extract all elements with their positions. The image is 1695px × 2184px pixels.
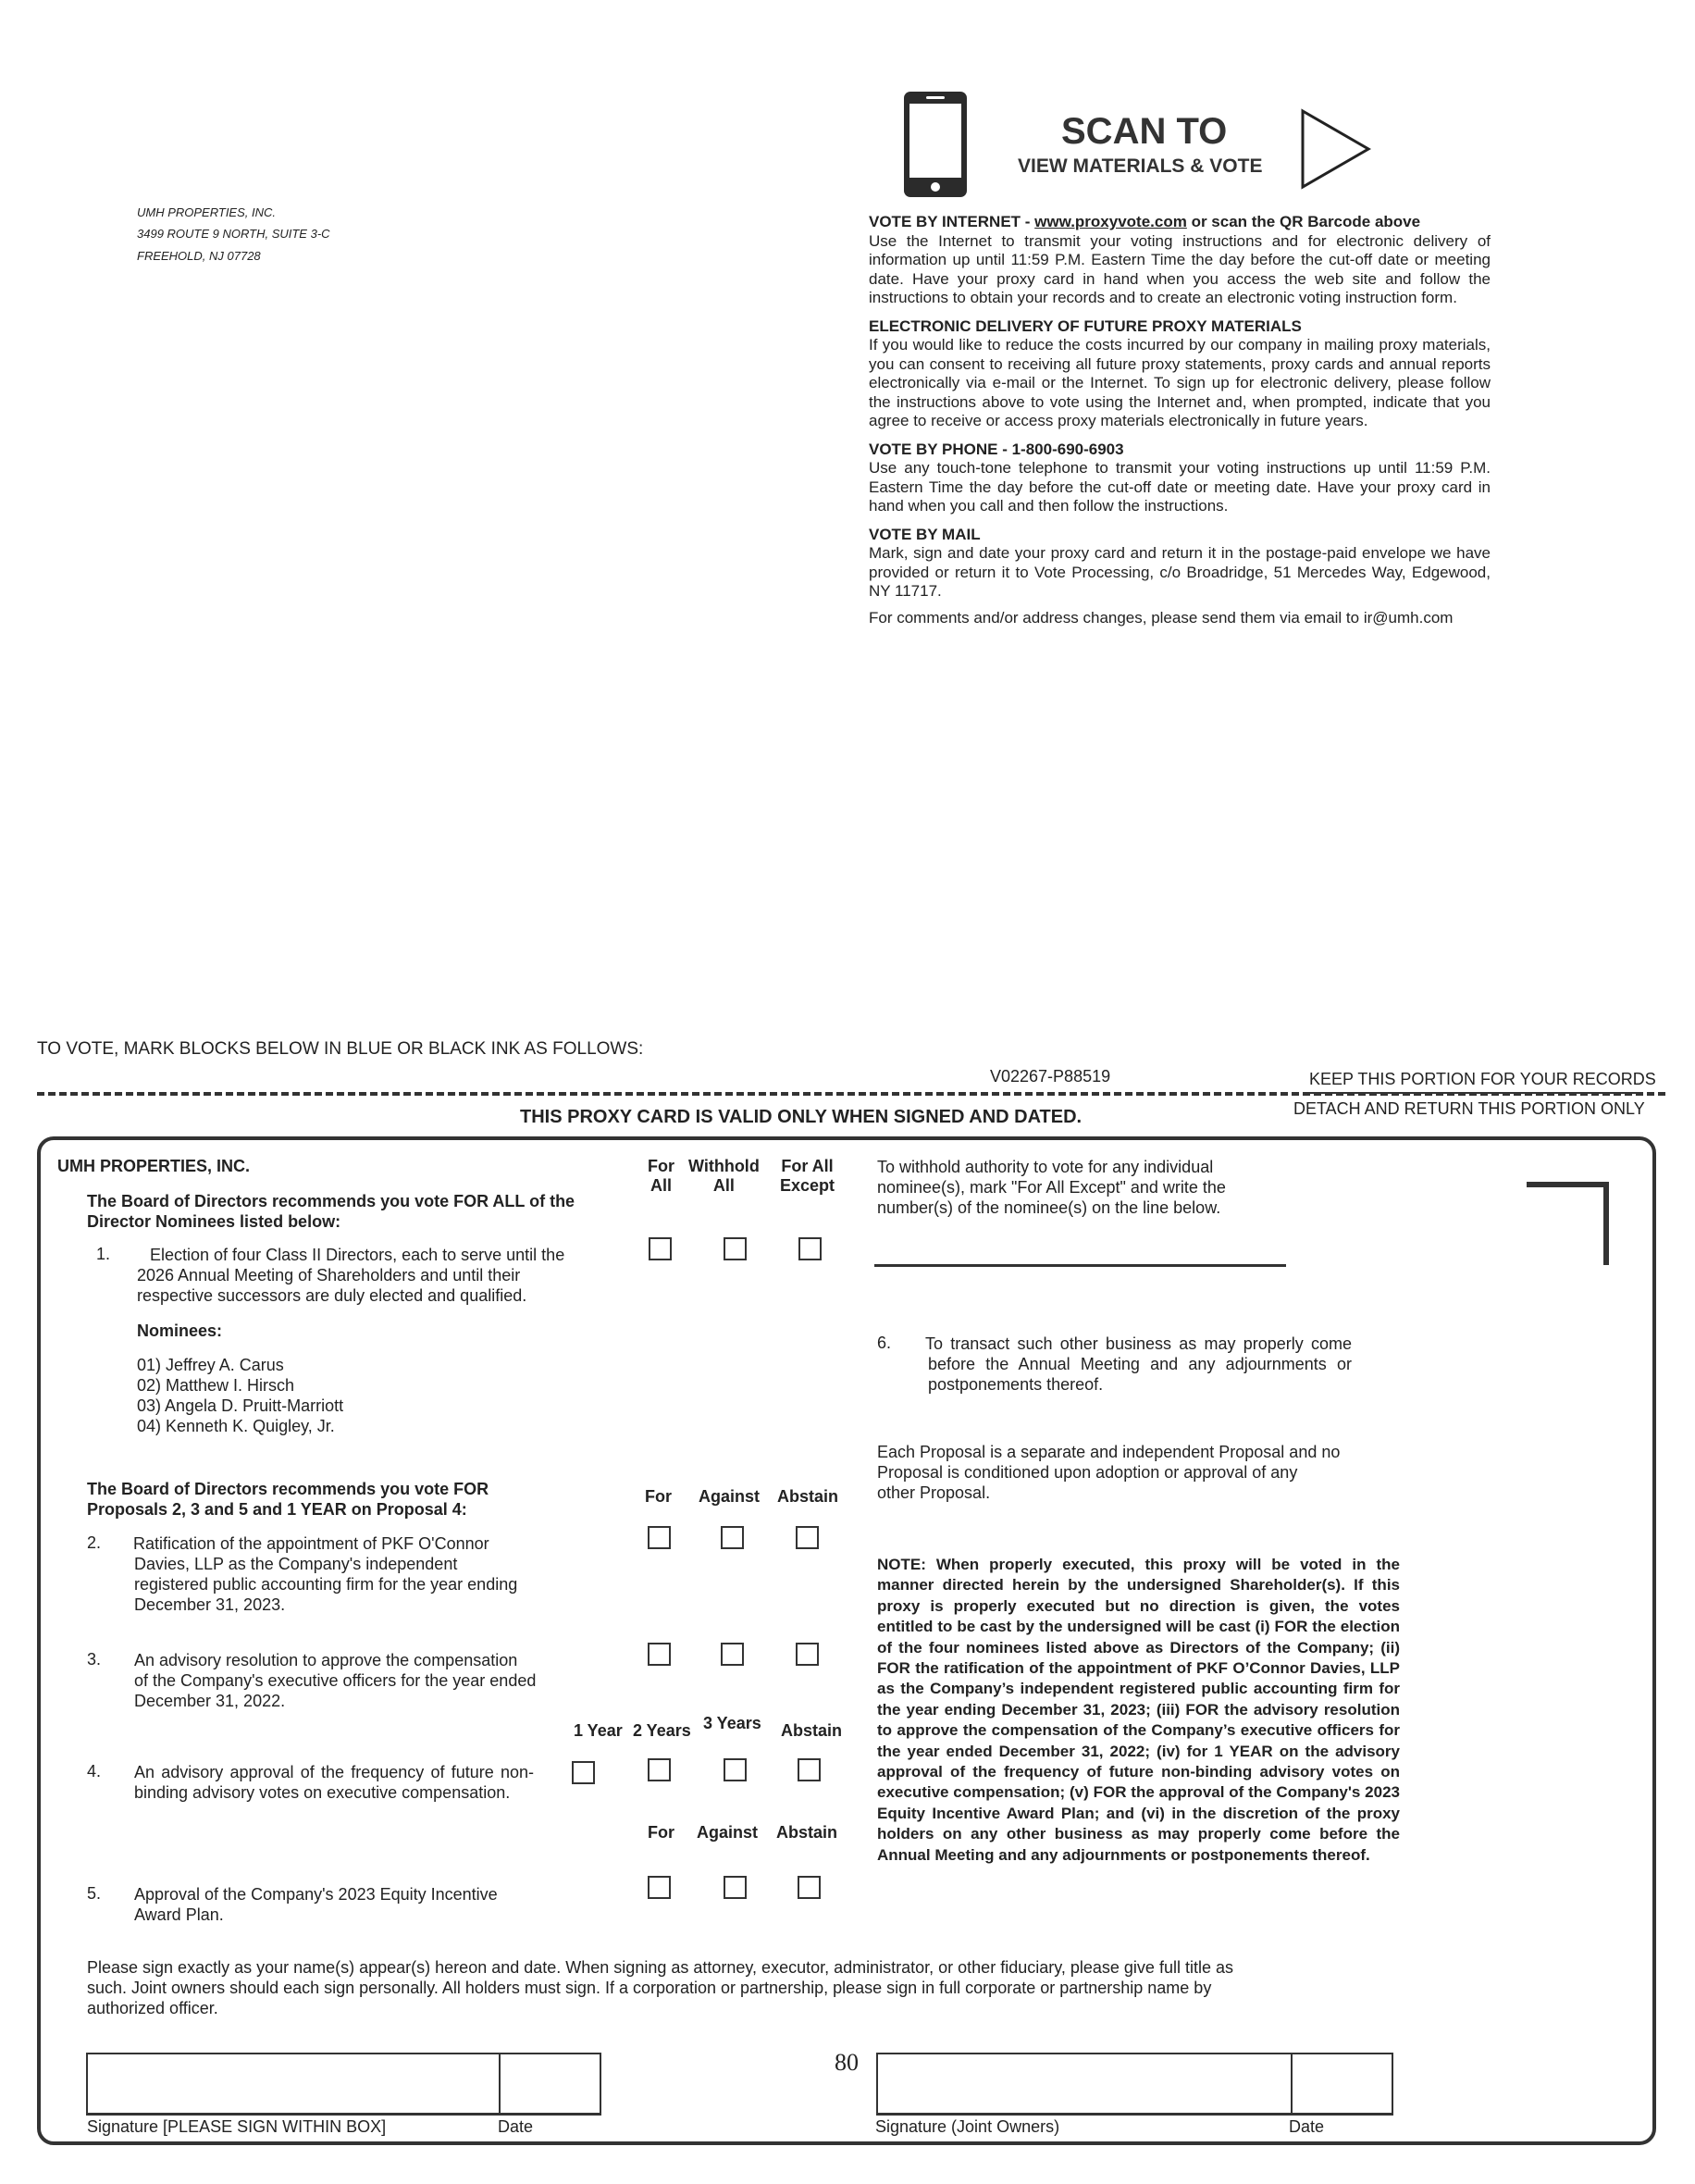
detach-line <box>37 1092 1665 1096</box>
signature-date-box[interactable] <box>499 2053 601 2116</box>
item-2-text: Ratification of the appointment of PKF O'Connor Davies, LLP as the Company's independent registered public accounting firm for the year ending December 31, 2023. <box>133 1534 518 1614</box>
item-3-against-checkbox[interactable] <box>721 1643 744 1666</box>
joint-signature-box[interactable] <box>876 2053 1293 2116</box>
item-2-number: 2. <box>87 1533 102 1552</box>
item-4-text: An advisory approval of the frequency of future non-binding advisory votes on executive compensation. <box>134 1763 534 1802</box>
vote-internet-heading: VOTE BY INTERNET - www.proxyvote.com or scan the QR Barcode above <box>869 213 1421 230</box>
item-1-for-all-checkbox[interactable] <box>649 1237 672 1260</box>
item-1-for-all-except-checkbox[interactable] <box>798 1237 822 1260</box>
company-address-line-1: UMH PROPERTIES, INC. <box>137 205 277 219</box>
item-5-against-checkbox[interactable] <box>724 1876 747 1899</box>
col-header-3-years: 3 Years <box>703 1714 761 1732</box>
page-number: 80 <box>835 2049 859 2076</box>
board-recommendation-1: The Board of Directors recommends you vote FOR ALL of the Director Nominees listed below: <box>87 1192 575 1231</box>
nominee-4: 04) Kenneth K. Quigley, Jr. <box>137 1417 335 1435</box>
joint-signature-date-label: Date <box>1289 2117 1325 2136</box>
item-4-number: 4. <box>87 1762 102 1781</box>
vote-internet-body: Use the Internet to transmit your voting instructions and for electronic delivery of information up until 11:59 P.M. Eastern Time the day before the cut-off date or meeting date. Have your proxy card in hand when you access the web site and follow the instructions to obtain your records and to create an electronic voting instruction form. <box>869 231 1491 306</box>
item-6-text: To transact such other business as may properly come before the Annual Meeting and any adjournments or postponements thereof. <box>925 1334 1352 1394</box>
col-header-2-years: 2 Years <box>633 1721 691 1740</box>
joint-signature-baseline <box>876 2113 1393 2116</box>
joint-signature-date-box[interactable] <box>1291 2053 1393 2116</box>
company-address-line-2: 3499 ROUTE 9 NORTH, SUITE 3-C <box>137 227 330 241</box>
signature-baseline <box>86 2113 601 2116</box>
scan-subtitle: VIEW MATERIALS & VOTE <box>1018 155 1263 177</box>
scan-title: SCAN TO <box>1061 111 1228 152</box>
col-header-for-all-except: For All Except <box>780 1157 835 1195</box>
item-2-for-checkbox[interactable] <box>648 1526 671 1549</box>
col-header-abstain-3: Abstain <box>776 1823 838 1842</box>
item-3-number: 3. <box>87 1650 102 1669</box>
item-6-number: 6. <box>877 1334 892 1352</box>
registration-corner-mark <box>1525 1182 1610 1267</box>
separate-proposal-note: Each Proposal is a separate and independent Proposal and no Proposal is conditioned upon adoption or approval of any other Proposal. <box>877 1443 1341 1502</box>
item-3-for-checkbox[interactable] <box>648 1643 671 1666</box>
item-1-withhold-all-checkbox[interactable] <box>724 1237 747 1260</box>
item-3-abstain-checkbox[interactable] <box>796 1643 819 1666</box>
play-triangle-icon <box>1300 108 1372 190</box>
vote-phone-body: Use any touch-tone telephone to transmit your voting instructions up until 11:59 P.M. Eastern Time the day before the cut-off date or meeting date. Have your proxy card in hand when you call and then follow the instructions. <box>869 459 1491 515</box>
nominee-1: 01) Jeffrey A. Carus <box>137 1356 284 1374</box>
electronic-delivery-body: If you would like to reduce the costs incurred by our company in mailing proxy materials, you can consent to receiving all future proxy statements, proxy cards and annual reports electronically via e-mail or the Internet. To sign up for electronic delivery, please follow the instructions above to vote using the Internet and, when prompted, indicate that you agree to receive or access proxy materials electronically in future years. <box>869 336 1491 429</box>
item-3-text: An advisory resolution to approve the compensation of the Company's executive officers for the year ended December 31, 2022. <box>134 1651 537 1710</box>
col-header-1-year: 1 Year <box>574 1721 623 1740</box>
vote-mail-body: Mark, sign and date your proxy card and return it in the postage-paid envelope we have provided or return it to Vote Processing, c/o Broadridge, 51 Mercedes Way, Edgewood, NY 11717. <box>869 544 1491 600</box>
col-header-abstain: Abstain <box>777 1487 839 1506</box>
company-address-line-3: FREEHOLD, NJ 07728 <box>137 249 261 263</box>
nominees-label: Nominees: <box>137 1322 223 1340</box>
valid-notice: THIS PROXY CARD IS VALID ONLY WHEN SIGNED AND DATED. <box>520 1107 1083 1127</box>
signature-label: Signature [PLEASE SIGN WITHIN BOX] <box>87 2117 387 2136</box>
item-5-abstain-checkbox[interactable] <box>798 1876 821 1899</box>
electronic-delivery-heading: ELECTRONIC DELIVERY OF FUTURE PROXY MATERIALS <box>869 316 1302 335</box>
item-2-abstain-checkbox[interactable] <box>796 1526 819 1549</box>
item-4-3-years-checkbox[interactable] <box>724 1758 747 1781</box>
item-5-text: Approval of the Company's 2023 Equity Incentive Award Plan. <box>134 1885 498 1924</box>
detach-return-label: DETACH AND RETURN THIS PORTION ONLY <box>1293 1099 1645 1118</box>
to-vote-instruction: TO VOTE, MARK BLOCKS BELOW IN BLUE OR BLACK INK AS FOLLOWS: <box>37 1039 644 1059</box>
item-2-against-checkbox[interactable] <box>721 1526 744 1549</box>
withhold-instructions: To withhold authority to vote for any individual nominee(s), mark "For All Except" and write the number(s) of the nominee(s) on the line below. <box>877 1158 1226 1217</box>
col-header-against: Against <box>699 1487 761 1506</box>
sign-instructions: Please sign exactly as your name(s) appear(s) hereon and date. When signing as attorney, executor, administrator, or other fiduciary, please give full title as such. Joint owners should each sign personally. All holders must sign. If a corporation or partnership, please sign in full corporate or partnership name by authorized officer. <box>87 1958 1233 2017</box>
for-all-except-write-in-line[interactable] <box>874 1264 1286 1267</box>
col-header-withhold-all: Withhold All <box>688 1157 760 1195</box>
proxy-note: NOTE: When properly executed, this proxy will be voted in the manner directed herein by the undersigned Shareholder(s). If this proxy is properly executed but no direction is given, the votes entitled to be cast by the undersigned will be cast (i) FOR the election of the four nominees listed above as Directors of the Company; (ii) FOR the ratification of the appointment of PKF O’Connor Davies, LLP as the Company’s independent registered public accounting firm for the year ending December 31, 2023; (iii) FOR the advisory resolution to approve the compensation of the Company’s executive officers for the year ended December 31, 2022; (iv) for 1 YEAR on the advisory approval of the frequency of future non-binding advisory votes on executive compensation; (v) FOR the approval of the Company's 2023 Equity Incentive Award Plan; and (vi) in the discretion of the proxy holders on any other business as may properly come before the Annual Meeting and any adjournments or postponements thereof. <box>877 1556 1400 1864</box>
item-4-abstain-checkbox[interactable] <box>798 1758 821 1781</box>
item-1-text: Election of four Class II Directors, each to serve until the 2026 Annual Meeting of Shareholders and until their respective successors are duly elected and qualified. <box>137 1246 565 1305</box>
smartphone-icon <box>902 90 969 199</box>
voting-instructions <box>869 213 1491 627</box>
joint-signature-label: Signature (Joint Owners) <box>875 2117 1060 2136</box>
vote-phone-heading: VOTE BY PHONE - 1-800-690-6903 <box>869 440 1124 458</box>
col-header-abstain-2: Abstain <box>781 1721 843 1740</box>
item-1-number: 1. <box>96 1245 111 1263</box>
comments-text: For comments and/or address changes, please send them via email to ir@umh.com <box>869 608 1454 627</box>
signature-date-label: Date <box>498 2117 534 2136</box>
vote-mail-heading: VOTE BY MAIL <box>869 525 981 543</box>
board-recommendation-2: The Board of Directors recommends you vote FOR Proposals 2, 3 and 5 and 1 YEAR on Proposal 4: <box>87 1480 489 1519</box>
item-5-for-checkbox[interactable] <box>648 1876 671 1899</box>
item-4-2-years-checkbox[interactable] <box>648 1758 671 1781</box>
nominee-3: 03) Angela D. Pruitt-Marriott <box>137 1396 344 1415</box>
col-header-for: For <box>645 1487 672 1506</box>
col-header-for-2: For <box>648 1823 674 1842</box>
item-4-1-year-checkbox[interactable] <box>572 1761 595 1784</box>
keep-portion-label: KEEP THIS PORTION FOR YOUR RECORDS <box>1309 1070 1656 1088</box>
signature-box[interactable] <box>86 2053 501 2116</box>
item-5-number: 5. <box>87 1884 102 1903</box>
col-header-against-2: Against <box>697 1823 759 1842</box>
card-company-name: UMH PROPERTIES, INC. <box>57 1157 251 1175</box>
nominee-2: 02) Matthew I. Hirsch <box>137 1376 295 1395</box>
col-header-for-all: For All <box>648 1157 674 1195</box>
control-number: V02267-P88519 <box>990 1067 1111 1086</box>
proxyvote-link[interactable]: www.proxyvote.com <box>1034 213 1187 230</box>
